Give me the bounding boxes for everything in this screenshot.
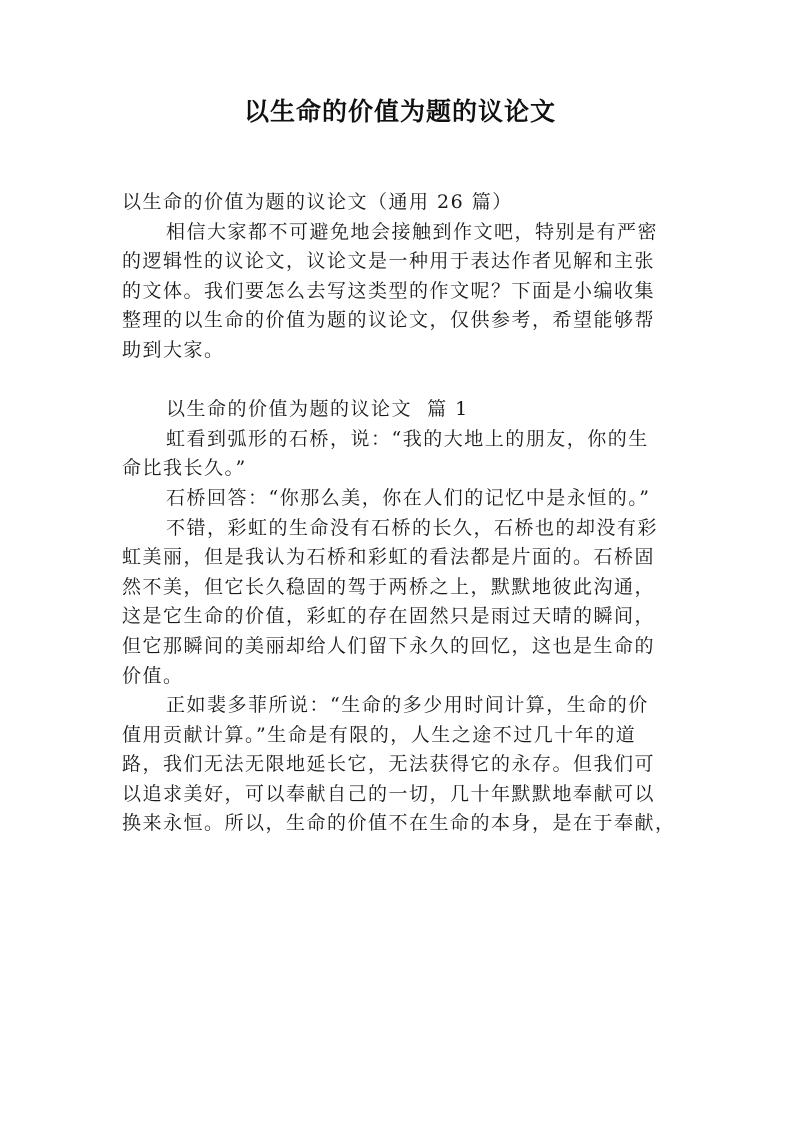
text-line: 但它那瞬间的美丽却给人们留下永久的回忆，这也是生命的: [122, 634, 656, 657]
text-line: 虹美丽，但是我认为石桥和彩虹的看法都是片面的。石桥固: [122, 546, 656, 569]
document-title: 以生命的价值为题的议论文: [243, 97, 556, 126]
text-line: 命比我长久。”: [122, 457, 247, 480]
text-line: 的文体。我们要怎么去写这类型的作文呢？下面是小编收集: [122, 279, 656, 302]
intro-paragraph: [122, 218, 692, 366]
paragraph-4: [122, 691, 692, 839]
text-line: 值用贡献计算。”生命是有限的，人生之途不过几十年的道: [122, 723, 637, 746]
text-line: 然不美，但它长久稳固的驾于两桥之上，默默地彼此沟通，: [122, 575, 656, 598]
document-subtitle: 以生命的价值为题的议论文（通用 26 篇）: [122, 191, 513, 213]
paragraph-2: [122, 484, 692, 514]
document-body: [122, 188, 692, 839]
text-line: 这是它生命的价值，彩虹的存在固然只是雨过天晴的瞬间，: [122, 605, 656, 628]
text-line: 相信大家都不可避免地会接触到作文吧，特别是有严密: [166, 220, 659, 243]
paragraph-1: [122, 425, 692, 484]
text-line: 换来永恒。所以，生命的价值不在生命的本身，是在于奉献，: [122, 812, 676, 835]
section-heading: 以生命的价值为题的议论文 篇 1: [166, 398, 469, 421]
text-line: 助到大家。: [122, 338, 225, 361]
text-line: 正如裴多菲所说：“生命的多少用时间计算，生命的价: [166, 694, 649, 717]
text-line: 整理的以生命的价值为题的议论文，仅供参考，希望能够帮: [122, 309, 656, 332]
text-line: 虹看到弧形的石桥，说：“我的大地上的朋友，你的生: [166, 427, 649, 450]
blank-line: [122, 366, 692, 396]
text-line: 石桥回答：“你那么美，你在人们的记忆中是永恒的。”: [166, 486, 651, 509]
text-line: 的逻辑性的议论文，议论文是一种用于表达作者见解和主张: [122, 250, 656, 273]
text-line: 不错，彩虹的生命没有石桥的长久，石桥也的却没有彩: [166, 516, 659, 539]
text-line: 以追求美好，可以奉献自己的一切，几十年默默地奉献可以: [122, 782, 656, 805]
text-line: 价值。: [122, 664, 184, 687]
text-line: 路，我们无法无限地延长它，无法获得它的永存。但我们可: [122, 753, 656, 776]
paragraph-3: [122, 514, 692, 692]
